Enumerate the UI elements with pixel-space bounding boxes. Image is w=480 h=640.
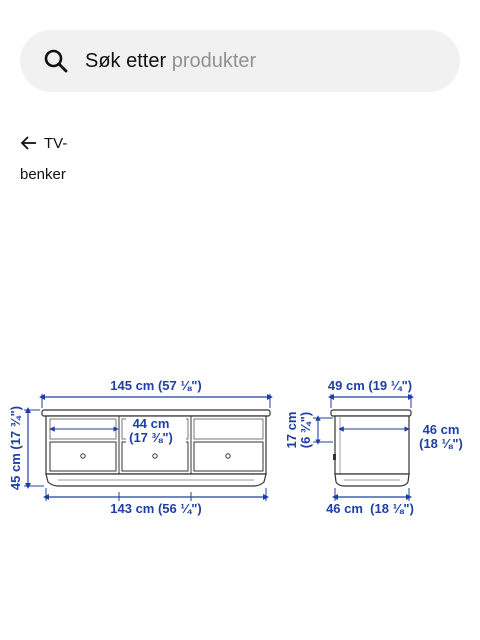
dimension-diagram xyxy=(0,370,480,530)
search-placeholder-part1: Søk etter xyxy=(85,50,167,72)
top-width-label: 145 cm (57 ⅛") xyxy=(110,378,202,393)
drawer-width-cm-label: 44 cm xyxy=(132,416,170,431)
height-label: 45 cm (17 ¾") xyxy=(8,405,23,491)
search-input[interactable] xyxy=(85,51,256,71)
bottom-width-label: 143 cm (56 ¼") xyxy=(110,501,202,516)
side-depth-bottom-label: 46 cm (18 ⅛") xyxy=(326,501,414,516)
breadcrumb-label-continued[interactable]: benker xyxy=(20,166,66,183)
arrow-left-icon xyxy=(20,134,38,152)
search-bar[interactable] xyxy=(20,30,460,92)
drawer-height-in-label: (6 ¾") xyxy=(298,411,313,449)
back-link[interactable] xyxy=(20,134,67,152)
search-icon[interactable] xyxy=(42,47,70,75)
drawer-height-cm-label: 17 cm xyxy=(284,411,299,449)
side-view xyxy=(331,410,411,486)
breadcrumb-label: TV- xyxy=(44,134,68,152)
search-placeholder-part2: produkter xyxy=(171,50,257,72)
side-depth-top-label: 49 cm (19 ¼") xyxy=(327,378,413,393)
inner-depth-in-label: (18 ⅛") xyxy=(419,436,463,451)
drawer-width-in-label: (17 ⅜") xyxy=(129,430,173,445)
inner-depth-cm-label: 46 cm xyxy=(422,422,460,437)
